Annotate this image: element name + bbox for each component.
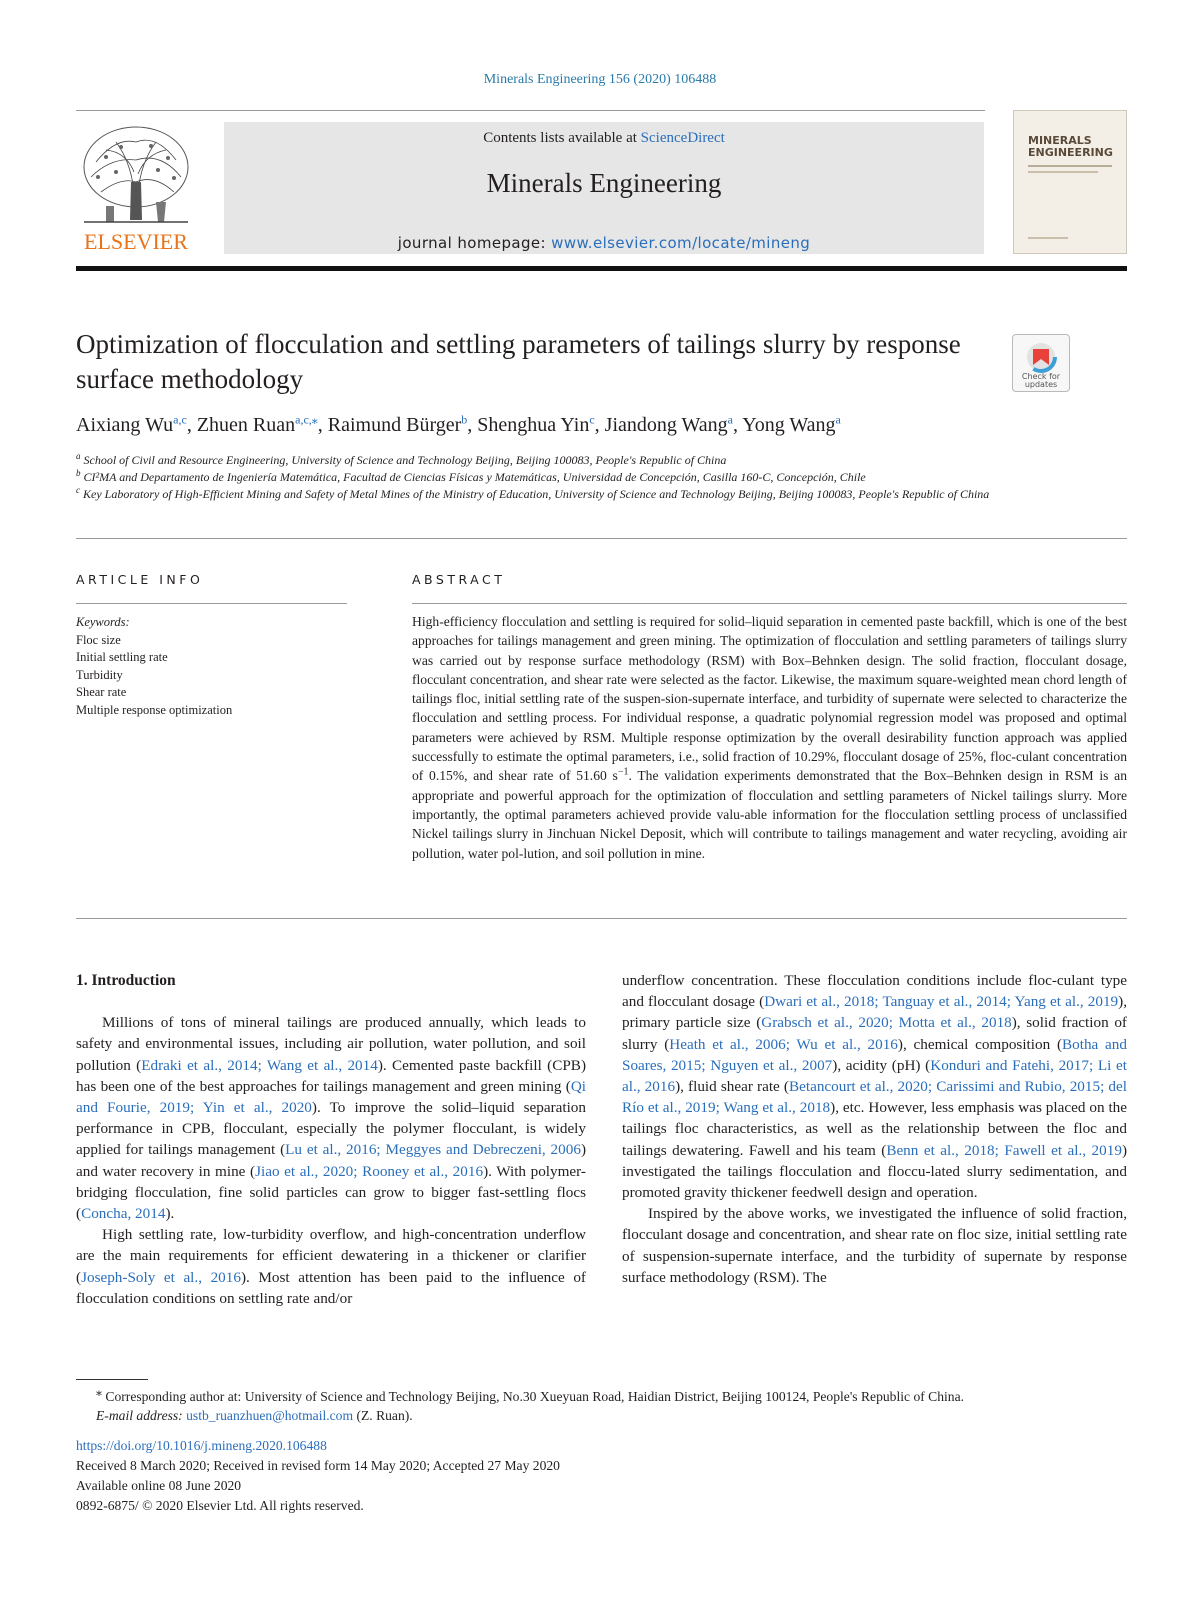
citation-link[interactable]: Dwari et al., 2018; Tanguay et al., 2014; Yang et al., 2019 <box>764 993 1119 1011</box>
author-name[interactable]: Shenghua Yin <box>477 414 590 436</box>
author-affiliation-mark[interactable]: c <box>589 412 595 427</box>
author-affiliation-mark[interactable]: a,c <box>173 412 187 427</box>
author-name[interactable]: Aixiang Wu <box>76 414 174 436</box>
elsevier-logo <box>76 122 196 257</box>
footnote-line: ⁎ Corresponding author at: University of Science and Technology Beijing, No.30 Xueyuan Road, Haidian District, Beijing 100124, People's Republic of China. <box>96 1384 965 1404</box>
received-dates: Received 8 March 2020; Received in revised form 14 May 2020; Accepted 27 May 2020 <box>76 1458 560 1473</box>
article-info-heading: ARTICLE INFO <box>76 572 204 587</box>
citation-link[interactable]: Konduri and Fatehi, 2017; Li et al., 2016 <box>622 1056 1128 1096</box>
email-line: E-mail address: ustb_ruanzhuen@hotmail.com (Z. Ruan). <box>96 1408 413 1423</box>
citation-link[interactable]: Betancourt et al., 2020; Carissimi and Rubio, 2015; del Río et al., 2019; Wang et al., 2018 <box>622 1078 1127 1117</box>
journal-homepage-link[interactable]: www.elsevier.com/locate/mineng <box>551 234 811 252</box>
article-title: Optimization of flocculation and settling parameters of tailings slurry by response surface methodology <box>76 329 961 394</box>
author-affiliation-mark[interactable]: a,c,⁎ <box>295 412 318 427</box>
article-info-rule <box>76 603 347 604</box>
keyword-item: Floc size <box>76 632 121 647</box>
keyword-item: Initial settling rate <box>76 650 168 664</box>
journal-header-box <box>224 122 984 254</box>
author-name[interactable]: Jiandong Wang <box>604 414 728 436</box>
abstract-rule <box>412 603 1127 604</box>
corresponding-author-footnote <box>76 1384 1127 1425</box>
section-heading-introduction: 1. Introduction <box>76 972 176 989</box>
citation-link[interactable]: Grabsch et al., 2020; Motta et al., 2018 <box>761 1014 1012 1032</box>
affiliation-b: $^b$ CI²MA and Departamento de Ingeniería Matemática, Facultad de Ciencias Físicas y Matemáticas, Universidad de Concepción, Casilla 160-C, Concepción, Chile <box>76 468 866 484</box>
check-for-updates-button[interactable] <box>1012 334 1070 392</box>
author-name[interactable]: Raimund Bürger <box>327 414 462 436</box>
cover-title-line: MINERALS <box>1028 134 1092 147</box>
abstract-end-rule <box>76 918 1127 919</box>
citation-link[interactable]: Lu et al., 2016; Meggyes and Debreczeni, 2006 <box>285 1141 581 1159</box>
citation-link[interactable]: Benn et al., 2018; Fawell et al., 2019 <box>886 1141 1122 1159</box>
citation-link[interactable]: Botha and Soares, 2015; Nguyen et al., 2007 <box>622 1035 1127 1074</box>
footnote-rule <box>76 1379 148 1380</box>
doi-link[interactable]: https://doi.org/10.1016/j.mineng.2020.106488 <box>76 1438 327 1453</box>
cover-title-line: ENGINEERING <box>1028 146 1113 159</box>
author-affiliation-mark[interactable]: a <box>727 412 733 427</box>
journal-cover-thumbnail[interactable] <box>1013 110 1127 254</box>
citation-link[interactable]: Concha, 2014 <box>81 1205 166 1223</box>
homepage-line <box>224 234 984 252</box>
citation-link[interactable]: Qi and Fourie, 2019; Yin et al., 2020 <box>76 1077 586 1117</box>
citation-link[interactable]: Joseph-Soly et al., 2016 <box>81 1268 241 1286</box>
body-right-column <box>622 970 1127 1288</box>
svg-text:updates: updates <box>1024 380 1058 389</box>
homepage-prefix: journal homepage: <box>397 234 552 252</box>
svg-text:Check for: Check for <box>1021 372 1061 381</box>
keyword-item: Multiple response optimization <box>76 702 233 717</box>
elsevier-tree-icon <box>76 122 196 257</box>
body-paragraph: underflow concentration. These flocculation conditions include floc-culant type and flocculant dosage (Dwari et al., 2018; Tanguay et al., 2014; Yang et al., 2019), primary particle size (Grabsch et al., 2020; Motta et al., 2018), solid fraction of slurry (Heath et al., 2006; Wu et al., 2016), chemical composition (Botha and Soares, 2015; Nguyen et al., 2007), acidity (pH) (Konduri and Fatehi, 2017; Li et al., 2016), fluid shear rate (Betancourt et al., 2020; Carissimi and Rubio, 2015; del Río et al., 2019; Wang et al., 2018), etc. However, less emphasis was placed on the tailings floc characteristics, as well as the relationship between the floc and tailings dewatering. Fawell and his team (Benn et al., 2018; Fawell et al., 2019) investigated the tailings flocculation and floccu-lated slurry sedimentation, and promoted gravity thickener feedwell design and operation. <box>622 972 1128 1202</box>
abstract-text: High-efficiency flocculation and settling is required for solid–liquid separation in cemented paste backfill, which is one of the best approaches for tailings management and green mining. The optimization of flocculation and settling parameters of tailings slurry was carried out by response surface methodology (RSM) with Box–Behnken design. The solid fraction, flocculant dosage, flocculant concentration, and shear rate were selected as the factor. Likewise, the maximum square-weighted mean chord length of tailings floc, initial settling rate of the suspen-sion-supernate interface, and turbidity of supernate were selected to characterize the flocculation and settling process. For individual response, a quadratic polynomial regression model was proposed and optimal parameters were achieved by RSM. Multiple response optimization by the overall desirability function approach was applied successfully to estimate the optimal parameters, i.e., solid fraction of 10.29%, flocculant dosage of 25%, floc-culant concentration of 0.15%, and shear rate of 51.60 $s^{-1}$. The validation experiments demonstrated that the Box–Behnken design in RSM is an appropriate and powerful approach for the optimization of flocculation and settling parameters of Nickel tailings slurry. More importantly, the optimal parameters achieved provide valu-able information for the flocculation settling process of unclassified Nickel tailings slurry in Jinchuan Nickel Deposit, which will contribute to tailings management and water recycling, avoiding air pollution, water pol-lution, and soil pollution in mine. <box>412 614 1127 861</box>
header-thick-rule <box>76 266 1127 271</box>
author-affiliation-mark[interactable]: b <box>461 412 468 427</box>
keyword-item: Turbidity <box>76 667 123 682</box>
keywords-block <box>76 614 232 719</box>
publication-info <box>76 1436 560 1516</box>
journal-reference[interactable]: Minerals Engineering 156 (2020) 106488 <box>483 72 717 87</box>
author-list: Aixiang Wu$^{a,c}$, Zhuen Ruan$^{a,c,⁎}$, Raimund Bürger$^b$, Shenghua Yin$^c$, Jiandong Wang$^a$, Yong Wang$^a$ <box>76 412 841 436</box>
online-date: Available online 08 June 2020 <box>76 1478 242 1493</box>
body-paragraph: Millions of tons of mineral tailings are produced annually, which leads to safety and environmental issues, including air pollution, water pollution, and soil pollution (Edraki et al., 2014; Wang et al., 2014). Cemented paste backfill (CPB) has been one of the best approaches for tailings management and green mining (Qi and Fourie, 2019; Yin et al., 2020). To improve the solid–liquid separation performance in CPB, flocculant, especially the polymer flocculant, is widely applied for tailings management (Lu et al., 2016; Meggyes and Debreczeni, 2006) and water recovery in mine (Jiao et al., 2020; Rooney et al., 2016). With polymer-bridging flocculation, fine solid particles can grow to bigger fast-settling flocs (Concha, 2014). <box>76 1014 586 1223</box>
body-left-column <box>76 970 586 1309</box>
body-paragraph: High settling rate, low-turbidity overflow, and high-concentration underflow are the main requirements for efficient dewatering in a thickener or clarifier (Joseph-Soly et al., 2016). Most attention has been paid to the influence of flocculation conditions on settling rate and/or <box>76 1226 586 1307</box>
affiliation-a: $^a$ School of Civil and Resource Engineering, University of Science and Technology Beijing, Beijing 100083, People's Republic of China <box>76 451 727 467</box>
citation-link[interactable]: Heath et al., 2006; Wu et al., 2016 <box>669 1035 898 1053</box>
citation-link[interactable]: Edraki et al., 2014; Wang et al., 2014 <box>141 1056 378 1074</box>
contents-line <box>224 130 984 147</box>
author-name[interactable]: Yong Wang <box>742 414 836 436</box>
section-divider <box>76 538 1127 539</box>
crossmark-icon <box>1013 335 1069 391</box>
keyword-item: Shear rate <box>76 685 127 699</box>
citation-link[interactable]: Jiao et al., 2020; Rooney et al., 2016 <box>255 1162 484 1180</box>
email-link[interactable]: ustb_ruanzhuen@hotmail.com <box>186 1408 354 1423</box>
affiliation-c: $^c$ Key Laboratory of High-Efficient Mining and Safety of Metal Mines of the Ministry of Education, University of Science and Technology Beijing, Beijing 100083, People's Republic of China <box>76 485 990 501</box>
author-name[interactable]: Zhuen Ruan <box>196 414 296 436</box>
sciencedirect-link[interactable]: ScienceDirect <box>640 130 725 146</box>
abstract-heading: ABSTRACT <box>412 572 506 587</box>
elsevier-wordmark: ELSEVIER <box>84 229 188 254</box>
contents-prefix: Contents lists available at <box>483 130 641 146</box>
copyright: 0892-6875/ © 2020 Elsevier Ltd. All rights reserved. <box>76 1498 364 1513</box>
keywords-label: Keywords: <box>76 615 130 629</box>
body-paragraph: Inspired by the above works, we investigated the influence of solid fraction, flocculant dosage and concentration, and shear rate on floc size, initial settling rate of suspension-supernate interface, and the turbidity of supernate by response surface methodology (RSM). The <box>622 1205 1127 1286</box>
banner-top-rule <box>76 110 985 111</box>
author-affiliation-mark[interactable]: a <box>835 412 841 427</box>
cover-title <box>1028 135 1113 159</box>
journal-name: Minerals Engineering <box>486 168 722 198</box>
